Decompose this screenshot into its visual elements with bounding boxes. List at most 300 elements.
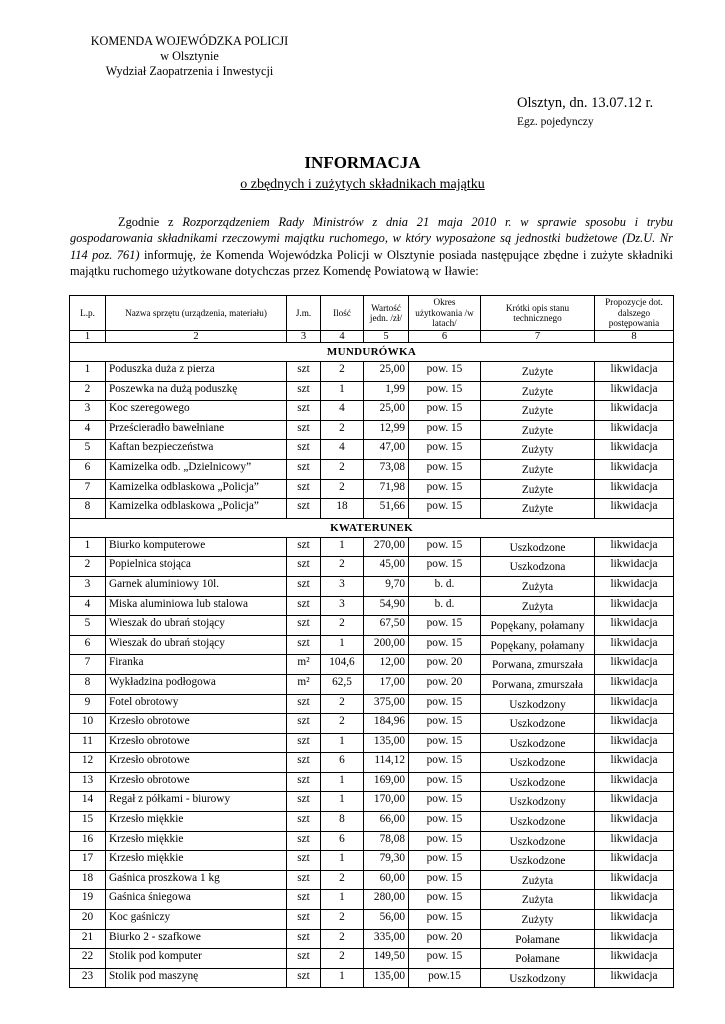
condition-text: Uszkodzone <box>509 757 566 770</box>
cell-quantity: 62,5 <box>321 674 364 694</box>
condition-text: Uszkodzone <box>509 718 566 731</box>
table-row <box>70 733 674 753</box>
cell-unit-value: 78,08 <box>364 831 409 851</box>
cell-lp: 5 <box>70 616 106 636</box>
cell-proposal: likwidacja <box>595 792 674 812</box>
condition-text: Uszkodzona <box>509 561 566 574</box>
condition-text: Porwana, zmurszała <box>492 678 583 691</box>
cell-condition <box>481 616 595 636</box>
cell-condition <box>481 596 595 616</box>
intro-regulation: Rozporządzeniem Rady Ministrów z dnia 21 maja 2010 r. w sprawie sposobu i trybu gospodarowania składnikami rzeczowymi majątku ruchomego, w który wyposażone są jednostki budżetowe (Dz.U. Nr 114 poz. 761) <box>70 215 673 262</box>
cell-quantity: 4 <box>321 401 364 421</box>
cell-lp: 2 <box>70 557 106 577</box>
cell-proposal: likwidacja <box>595 714 674 734</box>
cell-quantity: 2 <box>321 949 364 969</box>
cell-proposal: likwidacja <box>595 401 674 421</box>
cell-lp: 2 <box>70 381 106 401</box>
cell-item-name: Krzesło obrotowe <box>106 753 287 773</box>
cell-condition <box>481 635 595 655</box>
cell-unit: szt <box>287 733 321 753</box>
cell-unit-value: 335,00 <box>364 929 409 949</box>
cell-unit: szt <box>287 968 321 988</box>
column-header: J.m. <box>287 296 321 331</box>
cell-condition <box>481 714 595 734</box>
condition-text: Zużyte <box>521 385 554 398</box>
cell-condition <box>481 733 595 753</box>
cell-unit-value: 280,00 <box>364 890 409 910</box>
cell-condition <box>481 792 595 812</box>
cell-lp: 11 <box>70 733 106 753</box>
cell-condition <box>481 479 595 499</box>
cell-item-name: Biurko 2 - szafkowe <box>106 929 287 949</box>
cell-unit-value: 56,00 <box>364 910 409 930</box>
cell-condition <box>481 772 595 792</box>
cell-quantity: 2 <box>321 714 364 734</box>
cell-usage-period: pow. 15 <box>409 831 481 851</box>
cell-proposal: likwidacja <box>595 949 674 969</box>
cell-usage-period: pow. 15 <box>409 792 481 812</box>
cell-lp: 19 <box>70 890 106 910</box>
cell-usage-period: pow. 15 <box>409 753 481 773</box>
cell-condition <box>481 499 595 519</box>
cell-item-name: Kamizelka odb. „Dzielnicowy” <box>106 459 287 479</box>
table-row <box>70 479 674 499</box>
table-row <box>70 635 674 655</box>
column-header: Okres użytkowania /w latach/ <box>409 296 481 331</box>
cell-unit: szt <box>287 890 321 910</box>
cell-lp: 12 <box>70 753 106 773</box>
cell-item-name: Wieszak do ubrań stojący <box>106 635 287 655</box>
table-row <box>70 890 674 910</box>
cell-proposal: likwidacja <box>595 733 674 753</box>
cell-lp: 20 <box>70 910 106 930</box>
table-row <box>70 753 674 773</box>
table-row <box>70 557 674 577</box>
cell-condition <box>481 459 595 479</box>
cell-proposal: likwidacja <box>595 440 674 460</box>
cell-lp: 10 <box>70 714 106 734</box>
cell-unit: m² <box>287 674 321 694</box>
table-row <box>70 792 674 812</box>
cell-item-name: Biurko komputerowe <box>106 537 287 557</box>
cell-quantity: 104,6 <box>321 655 364 675</box>
cell-proposal: likwidacja <box>595 362 674 382</box>
column-number: 2 <box>106 331 287 343</box>
cell-proposal: likwidacja <box>595 459 674 479</box>
condition-text: Uszkodzony <box>509 796 566 809</box>
cell-item-name: Stolik pod maszynę <box>106 968 287 988</box>
cell-unit: szt <box>287 910 321 930</box>
condition-text: Uszkodzone <box>509 855 566 868</box>
cell-usage-period: pow. 15 <box>409 694 481 714</box>
cell-proposal: likwidacja <box>595 616 674 636</box>
cell-proposal: likwidacja <box>595 831 674 851</box>
cell-unit: szt <box>287 870 321 890</box>
table-row <box>70 459 674 479</box>
cell-unit: szt <box>287 694 321 714</box>
table-row <box>70 949 674 969</box>
cell-item-name: Wieszak do ubrań stojący <box>106 616 287 636</box>
cell-condition <box>481 440 595 460</box>
condition-text: Zużyta <box>521 874 554 887</box>
table-row <box>70 812 674 832</box>
cell-unit: szt <box>287 362 321 382</box>
cell-item-name: Poszewka na dużą poduszkę <box>106 381 287 401</box>
cell-quantity: 4 <box>321 440 364 460</box>
cell-lp: 16 <box>70 831 106 851</box>
cell-usage-period: pow. 15 <box>409 870 481 890</box>
cell-unit: szt <box>287 557 321 577</box>
cell-unit: szt <box>287 616 321 636</box>
cell-usage-period: pow.15 <box>409 968 481 988</box>
condition-text: Porwana, zmurszała <box>492 659 583 672</box>
cell-usage-period: pow. 15 <box>409 733 481 753</box>
cell-usage-period: pow. 15 <box>409 420 481 440</box>
issuer-city: w Olsztynie <box>160 49 219 63</box>
cell-quantity: 3 <box>321 596 364 616</box>
cell-unit-value: 9,70 <box>364 576 409 596</box>
cell-usage-period: pow. 15 <box>409 537 481 557</box>
cell-item-name: Regał z półkami - biurowy <box>106 792 287 812</box>
cell-item-name: Kaftan bezpieczeństwa <box>106 440 287 460</box>
cell-lp: 9 <box>70 694 106 714</box>
cell-item-name: Stolik pod komputer <box>106 949 287 969</box>
cell-quantity: 8 <box>321 812 364 832</box>
cell-quantity: 6 <box>321 753 364 773</box>
cell-lp: 18 <box>70 870 106 890</box>
cell-item-name: Krzesło obrotowe <box>106 772 287 792</box>
table-row <box>70 616 674 636</box>
cell-quantity: 1 <box>321 537 364 557</box>
cell-item-name: Poduszka duża z pierza <box>106 362 287 382</box>
cell-usage-period: pow. 15 <box>409 362 481 382</box>
condition-text: Uszkodzone <box>509 541 566 554</box>
table-row <box>70 870 674 890</box>
cell-condition <box>481 890 595 910</box>
cell-quantity: 2 <box>321 910 364 930</box>
cell-unit-value: 45,00 <box>364 557 409 577</box>
condition-text: Połamane <box>515 953 560 966</box>
cell-lp: 23 <box>70 968 106 988</box>
cell-lp: 6 <box>70 635 106 655</box>
cell-usage-period: pow. 15 <box>409 714 481 734</box>
cell-quantity: 1 <box>321 733 364 753</box>
cell-lp: 13 <box>70 772 106 792</box>
column-header: L.p. <box>70 296 106 331</box>
cell-usage-period: pow. 15 <box>409 401 481 421</box>
cell-proposal: likwidacja <box>595 635 674 655</box>
cell-unit-value: 54,90 <box>364 596 409 616</box>
cell-unit: szt <box>287 537 321 557</box>
cell-condition <box>481 968 595 988</box>
condition-text: Zużyty <box>521 444 554 457</box>
cell-item-name: Koc szeregowego <box>106 401 287 421</box>
cell-unit-value: 12,99 <box>364 420 409 440</box>
cell-quantity: 6 <box>321 831 364 851</box>
table-row <box>70 772 674 792</box>
table-row <box>70 929 674 949</box>
cell-item-name: Prześcieradło bawełniane <box>106 420 287 440</box>
cell-item-name: Koc gaśniczy <box>106 910 287 930</box>
cell-unit: szt <box>287 812 321 832</box>
table-row <box>70 596 674 616</box>
cell-lp: 1 <box>70 537 106 557</box>
issuer-header <box>82 34 297 79</box>
cell-quantity: 1 <box>321 968 364 988</box>
cell-condition <box>481 576 595 596</box>
cell-proposal: likwidacja <box>595 479 674 499</box>
cell-item-name: Gaśnica śniegowa <box>106 890 287 910</box>
cell-condition <box>481 674 595 694</box>
cell-usage-period: pow. 20 <box>409 929 481 949</box>
cell-proposal: likwidacja <box>595 499 674 519</box>
cell-lp: 15 <box>70 812 106 832</box>
cell-proposal: likwidacja <box>595 655 674 675</box>
table-row <box>70 420 674 440</box>
column-number: 8 <box>595 331 674 343</box>
cell-condition <box>481 381 595 401</box>
cell-unit: szt <box>287 772 321 792</box>
cell-unit: szt <box>287 499 321 519</box>
cell-proposal: likwidacja <box>595 968 674 988</box>
cell-unit-value: 71,98 <box>364 479 409 499</box>
cell-proposal: likwidacja <box>595 674 674 694</box>
cell-quantity: 18 <box>321 499 364 519</box>
cell-proposal: likwidacja <box>595 537 674 557</box>
cell-usage-period: pow. 15 <box>409 616 481 636</box>
cell-condition <box>481 655 595 675</box>
cell-item-name: Krzesło obrotowe <box>106 714 287 734</box>
column-number-row <box>70 331 674 343</box>
condition-text: Uszkodzone <box>509 816 566 829</box>
cell-usage-period: pow. 15 <box>409 812 481 832</box>
cell-quantity: 2 <box>321 557 364 577</box>
cell-condition <box>481 910 595 930</box>
cell-unit-value: 79,30 <box>364 851 409 871</box>
cell-condition <box>481 870 595 890</box>
cell-quantity: 2 <box>321 694 364 714</box>
cell-unit-value: 184,96 <box>364 714 409 734</box>
cell-condition <box>481 949 595 969</box>
cell-lp: 22 <box>70 949 106 969</box>
cell-usage-period: pow. 15 <box>409 635 481 655</box>
intro-paragraph <box>70 214 673 279</box>
table-row <box>70 401 674 421</box>
cell-proposal: likwidacja <box>595 812 674 832</box>
cell-quantity: 1 <box>321 635 364 655</box>
cell-proposal: likwidacja <box>595 772 674 792</box>
cell-unit: szt <box>287 576 321 596</box>
cell-item-name: Krzesło miękkie <box>106 831 287 851</box>
cell-unit-value: 1,99 <box>364 381 409 401</box>
cell-condition <box>481 753 595 773</box>
cell-usage-period: b. d. <box>409 596 481 616</box>
condition-text: Połamane <box>515 933 560 946</box>
cell-proposal: likwidacja <box>595 851 674 871</box>
cell-lp: 7 <box>70 479 106 499</box>
table-row <box>70 655 674 675</box>
cell-item-name: Firanka <box>106 655 287 675</box>
cell-quantity: 1 <box>321 772 364 792</box>
cell-proposal: likwidacja <box>595 596 674 616</box>
column-number: 5 <box>364 331 409 343</box>
cell-unit-value: 12,00 <box>364 655 409 675</box>
cell-quantity: 2 <box>321 870 364 890</box>
intro-suffix: informuję, że Komenda Wojewódzka Policji w Olsztynie posiada następujące zbędne i zużyte składniki majątku ruchomego użytkowane dotychczas przez Komendę Powiatową w Iławie: <box>70 247 673 278</box>
condition-text: Zużyte <box>521 424 554 437</box>
place-and-date: Olsztyn, dn. 13.07.12 r. <box>517 95 654 111</box>
cell-lp: 8 <box>70 674 106 694</box>
column-number: 4 <box>321 331 364 343</box>
column-header: Wartość jedn. /zł/ <box>364 296 409 331</box>
cell-usage-period: pow. 15 <box>409 381 481 401</box>
cell-condition <box>481 557 595 577</box>
table-body <box>70 343 674 988</box>
cell-quantity: 2 <box>321 929 364 949</box>
cell-unit-value: 25,00 <box>364 362 409 382</box>
cell-item-name: Kamizelka odblaskowa „Policja” <box>106 499 287 519</box>
cell-lp: 3 <box>70 576 106 596</box>
cell-item-name: Gaśnica proszkowa 1 kg <box>106 870 287 890</box>
cell-quantity: 2 <box>321 479 364 499</box>
cell-unit-value: 67,50 <box>364 616 409 636</box>
cell-unit: szt <box>287 714 321 734</box>
table-row <box>70 674 674 694</box>
column-header: Krótki opis stanu technicznego <box>481 296 595 331</box>
document-title: INFORMACJA <box>304 153 421 172</box>
condition-text: Uszkodzone <box>509 835 566 848</box>
column-number: 6 <box>409 331 481 343</box>
cell-lp: 4 <box>70 420 106 440</box>
cell-condition <box>481 537 595 557</box>
cell-lp: 14 <box>70 792 106 812</box>
cell-lp: 6 <box>70 459 106 479</box>
condition-text: Uszkodzony <box>509 698 566 711</box>
cell-proposal: likwidacja <box>595 420 674 440</box>
cell-condition <box>481 851 595 871</box>
cell-usage-period: pow. 15 <box>409 499 481 519</box>
cell-unit-value: 169,00 <box>364 772 409 792</box>
cell-quantity: 3 <box>321 576 364 596</box>
section-title: KWATERUNEK <box>70 518 674 537</box>
section-title: MUNDURÓWKA <box>70 343 674 362</box>
cell-unit: szt <box>287 459 321 479</box>
cell-unit: szt <box>287 596 321 616</box>
cell-usage-period: pow. 15 <box>409 949 481 969</box>
cell-unit-value: 170,00 <box>364 792 409 812</box>
cell-proposal: likwidacja <box>595 576 674 596</box>
cell-unit-value: 375,00 <box>364 694 409 714</box>
issuer-department: Wydział Zaopatrzenia i Inwestycji <box>105 64 274 78</box>
cell-item-name: Garnek aluminiowy 10l. <box>106 576 287 596</box>
cell-unit: szt <box>287 479 321 499</box>
condition-text: Popękany, połamany <box>490 620 585 633</box>
cell-unit-value: 135,00 <box>364 733 409 753</box>
cell-item-name: Kamizelka odblaskowa „Policja” <box>106 479 287 499</box>
cell-quantity: 2 <box>321 616 364 636</box>
condition-text: Zużyta <box>521 580 554 593</box>
condition-text: Zużyta <box>521 600 554 613</box>
cell-condition <box>481 929 595 949</box>
cell-unit: szt <box>287 792 321 812</box>
cell-lp: 5 <box>70 440 106 460</box>
cell-proposal: likwidacja <box>595 557 674 577</box>
cell-proposal: likwidacja <box>595 910 674 930</box>
cell-proposal: likwidacja <box>595 890 674 910</box>
cell-proposal: likwidacja <box>595 694 674 714</box>
condition-text: Popękany, połamany <box>490 639 585 652</box>
document-subtitle: o zbędnych i zużytych składnikach majątku <box>240 177 485 192</box>
column-number: 3 <box>287 331 321 343</box>
cell-lp: 8 <box>70 499 106 519</box>
intro-prefix: Zgodnie z <box>118 215 183 229</box>
cell-condition <box>481 420 595 440</box>
cell-unit: szt <box>287 381 321 401</box>
cell-unit-value: 66,00 <box>364 812 409 832</box>
cell-unit: szt <box>287 949 321 969</box>
condition-text: Zużyte <box>521 503 554 516</box>
table-row <box>70 831 674 851</box>
condition-text: Zużyte <box>521 366 554 378</box>
table-row <box>70 362 674 382</box>
cell-unit-value: 149,50 <box>364 949 409 969</box>
table-row <box>70 714 674 734</box>
section-row <box>70 343 674 362</box>
cell-condition <box>481 694 595 714</box>
cell-condition <box>481 812 595 832</box>
table-row <box>70 381 674 401</box>
table-row <box>70 499 674 519</box>
condition-text: Zużyty <box>521 914 554 927</box>
cell-condition <box>481 362 595 382</box>
table-row <box>70 968 674 988</box>
cell-usage-period: pow. 15 <box>409 459 481 479</box>
condition-text: Uszkodzone <box>509 776 566 789</box>
cell-unit-value: 114,12 <box>364 753 409 773</box>
cell-item-name: Wykładzina podłogowa <box>106 674 287 694</box>
cell-lp: 3 <box>70 401 106 421</box>
cell-usage-period: pow. 20 <box>409 674 481 694</box>
cell-usage-period: pow. 15 <box>409 910 481 930</box>
cell-unit: szt <box>287 635 321 655</box>
cell-usage-period: pow. 15 <box>409 479 481 499</box>
copy-note: Egz. pojedynczy <box>517 116 594 128</box>
cell-unit-value: 47,00 <box>364 440 409 460</box>
cell-unit-value: 135,00 <box>364 968 409 988</box>
cell-quantity: 2 <box>321 459 364 479</box>
cell-item-name: Miska aluminiowa lub stalowa <box>106 596 287 616</box>
cell-unit: m² <box>287 655 321 675</box>
cell-usage-period: pow. 15 <box>409 851 481 871</box>
cell-condition <box>481 831 595 851</box>
cell-lp: 4 <box>70 596 106 616</box>
cell-item-name: Popielnica stojąca <box>106 557 287 577</box>
cell-proposal: likwidacja <box>595 870 674 890</box>
cell-item-name: Fotel obrotowy <box>106 694 287 714</box>
cell-unit-value: 51,66 <box>364 499 409 519</box>
condition-text: Uszkodzony <box>509 972 566 985</box>
cell-unit: szt <box>287 440 321 460</box>
cell-quantity: 1 <box>321 851 364 871</box>
column-header: Propozycje dot. dalszego postępowania <box>595 296 674 331</box>
cell-usage-period: pow. 15 <box>409 440 481 460</box>
cell-usage-period: pow. 20 <box>409 655 481 675</box>
cell-unit-value: 60,00 <box>364 870 409 890</box>
cell-proposal: likwidacja <box>595 929 674 949</box>
cell-unit: szt <box>287 753 321 773</box>
column-number: 7 <box>481 331 595 343</box>
table-row <box>70 440 674 460</box>
